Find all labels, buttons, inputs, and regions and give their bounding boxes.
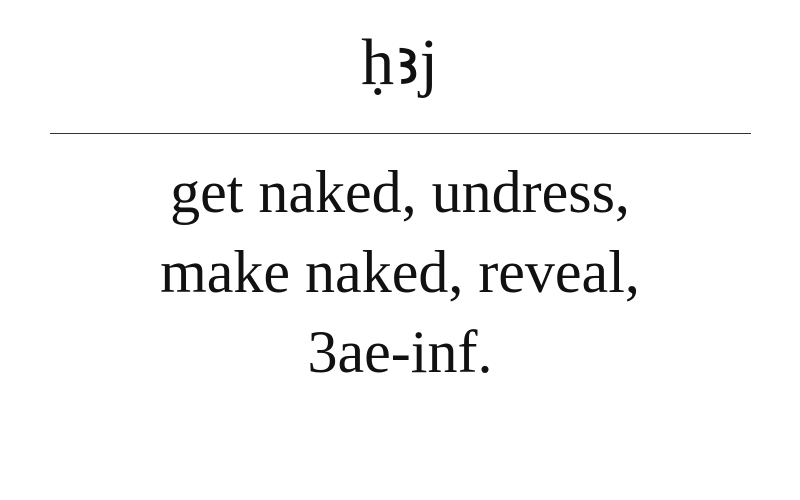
divider-rule xyxy=(50,133,751,134)
definition-line: get naked, undress, xyxy=(170,159,630,225)
definition-line: 3ae-inf. xyxy=(307,319,493,385)
headword-transliteration: ḥꜣj xyxy=(361,26,439,99)
definition-line: make naked, reveal, xyxy=(160,239,640,305)
definition-block xyxy=(0,152,800,392)
